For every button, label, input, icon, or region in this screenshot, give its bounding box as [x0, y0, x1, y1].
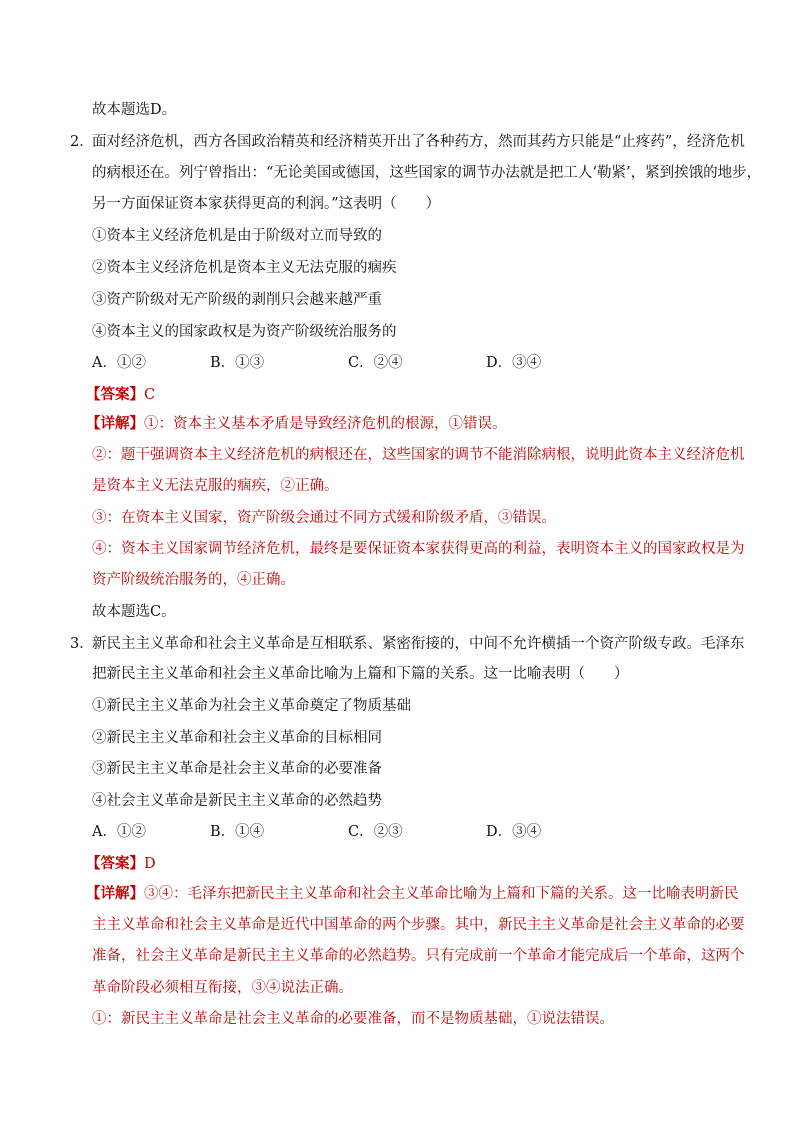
q3-option-c: C．②③ — [348, 824, 403, 840]
q3-answer-value: D — [144, 856, 156, 872]
q3-detail-tag: 【详解】 — [86, 885, 144, 902]
q2-answer-tag: 【答案】 — [86, 386, 144, 403]
q3-detail-line-5: ①：新民主主义革命是社会主义革命的必要准备，而不是物质基础，①说法错误。 — [92, 1011, 614, 1027]
q2-number: 2． — [70, 134, 94, 150]
q3-statement-1: ①新民主主义革命为社会主义革命奠定了物质基础 — [92, 698, 411, 714]
q3-option-d: D．③④ — [486, 824, 542, 840]
q3-detail-line-1 — [86, 884, 739, 904]
q3-detail-text-1: ③④：毛泽东把新民主主义革命和社会主义革命比喻为上篇和下篇的关系。这一比喻表明新民 — [144, 886, 739, 902]
q3-stem-line-2: 把新民主主义革命和社会主义革命比喻为上篇和下篇的关系。这一比喻表明（ ） — [92, 666, 629, 682]
q3-option-b: B．①④ — [210, 824, 265, 840]
q2-detail-line-1 — [86, 414, 507, 434]
q2-statement-1: ①资本主义经济危机是由于阶级对立而导致的 — [92, 228, 382, 244]
q3-statement-2: ②新民主主义革命和社会主义革命的目标相同 — [92, 730, 382, 746]
q2-option-d: D．③④ — [486, 355, 542, 371]
q2-option-c: C．②④ — [348, 355, 403, 371]
q2-stem-line-3: 另一方面保证资本家获得更高的利润。”这表明（ ） — [92, 196, 441, 212]
q3-statement-4: ④社会主义革命是新民主主义革命的必然趋势 — [92, 793, 382, 809]
q2-answer — [86, 385, 155, 405]
q2-detail-line-5: ④：资本主义国家调节经济危机，最终是要保证资本家获得更高的利益，表明资本主义的国家政权是为 — [92, 541, 745, 557]
q2-detail-tag: 【详解】 — [86, 415, 144, 432]
q2-detail-line-2: ②：题干强调资本主义经济危机的病根还在，这些国家的调节不能消除病根，说明此资本主义经济危机 — [92, 447, 745, 463]
q3-statement-3: ③新民主主义革命是社会主义革命的必要准备 — [92, 761, 382, 777]
q2-conclusion: 故本题选C。 — [92, 604, 176, 620]
q2-detail-line-6: 资产阶级统治服务的，④正确。 — [92, 572, 295, 588]
q3-option-a: A．①② — [92, 824, 146, 840]
q2-detail-line-4: ③：在资本主义国家，资产阶级会通过不同方式缓和阶级矛盾，③错误。 — [92, 510, 556, 526]
q3-stem-line-1: 新民主主义革命和社会主义革命是互相联系、紧密衔接的，中间不允许横插一个资产阶级专政。毛泽东 — [92, 636, 745, 652]
q2-statement-2: ②资本主义经济危机是资本主义无法克服的痼疾 — [92, 260, 397, 276]
prev-conclusion: 故本题选D。 — [92, 102, 177, 118]
q2-answer-value: C — [144, 387, 156, 403]
q2-option-a: A．①② — [92, 355, 146, 371]
q2-detail-line-3: 是资本主义无法克服的痼疾，②正确。 — [92, 478, 339, 494]
q2-detail-text-1: ①：资本主义基本矛盾是导致经济危机的根源，①错误。 — [144, 416, 507, 432]
q2-option-b: B．①③ — [210, 355, 265, 371]
q3-detail-line-3: 准备，社会主义革命是新民主主义革命的必然趋势。只有完成前一个革命才能完成后一个革命，这两个 — [92, 948, 745, 964]
q3-detail-line-2: 主主义革命和社会主义革命是近代中国革命的两个步骤。其中，新民主主义革命是社会主义革命的必要 — [92, 917, 745, 933]
q2-stem-line-2: 的病根还在。列宁曾指出：“无论美国或德国，这些国家的调节办法就是把工人‘勒紧’，紧到挨饿的地步， — [92, 165, 762, 181]
q2-statement-4: ④资本主义的国家政权是为资产阶级统治服务的 — [92, 324, 397, 340]
q3-answer — [86, 854, 156, 874]
q3-detail-line-4: 革命阶段必须相互衔接，③④说法正确。 — [92, 980, 353, 996]
q2-stem-line-1: 面对经济危机，西方各国政治精英和经济精英开出了各种药方，然而其药方只能是“止疼药”，经济危机 — [92, 134, 745, 150]
q3-answer-tag: 【答案】 — [86, 855, 144, 872]
q3-number: 3． — [70, 636, 94, 652]
q2-statement-3: ③资产阶级对无产阶级的剥削只会越来越严重 — [92, 292, 382, 308]
